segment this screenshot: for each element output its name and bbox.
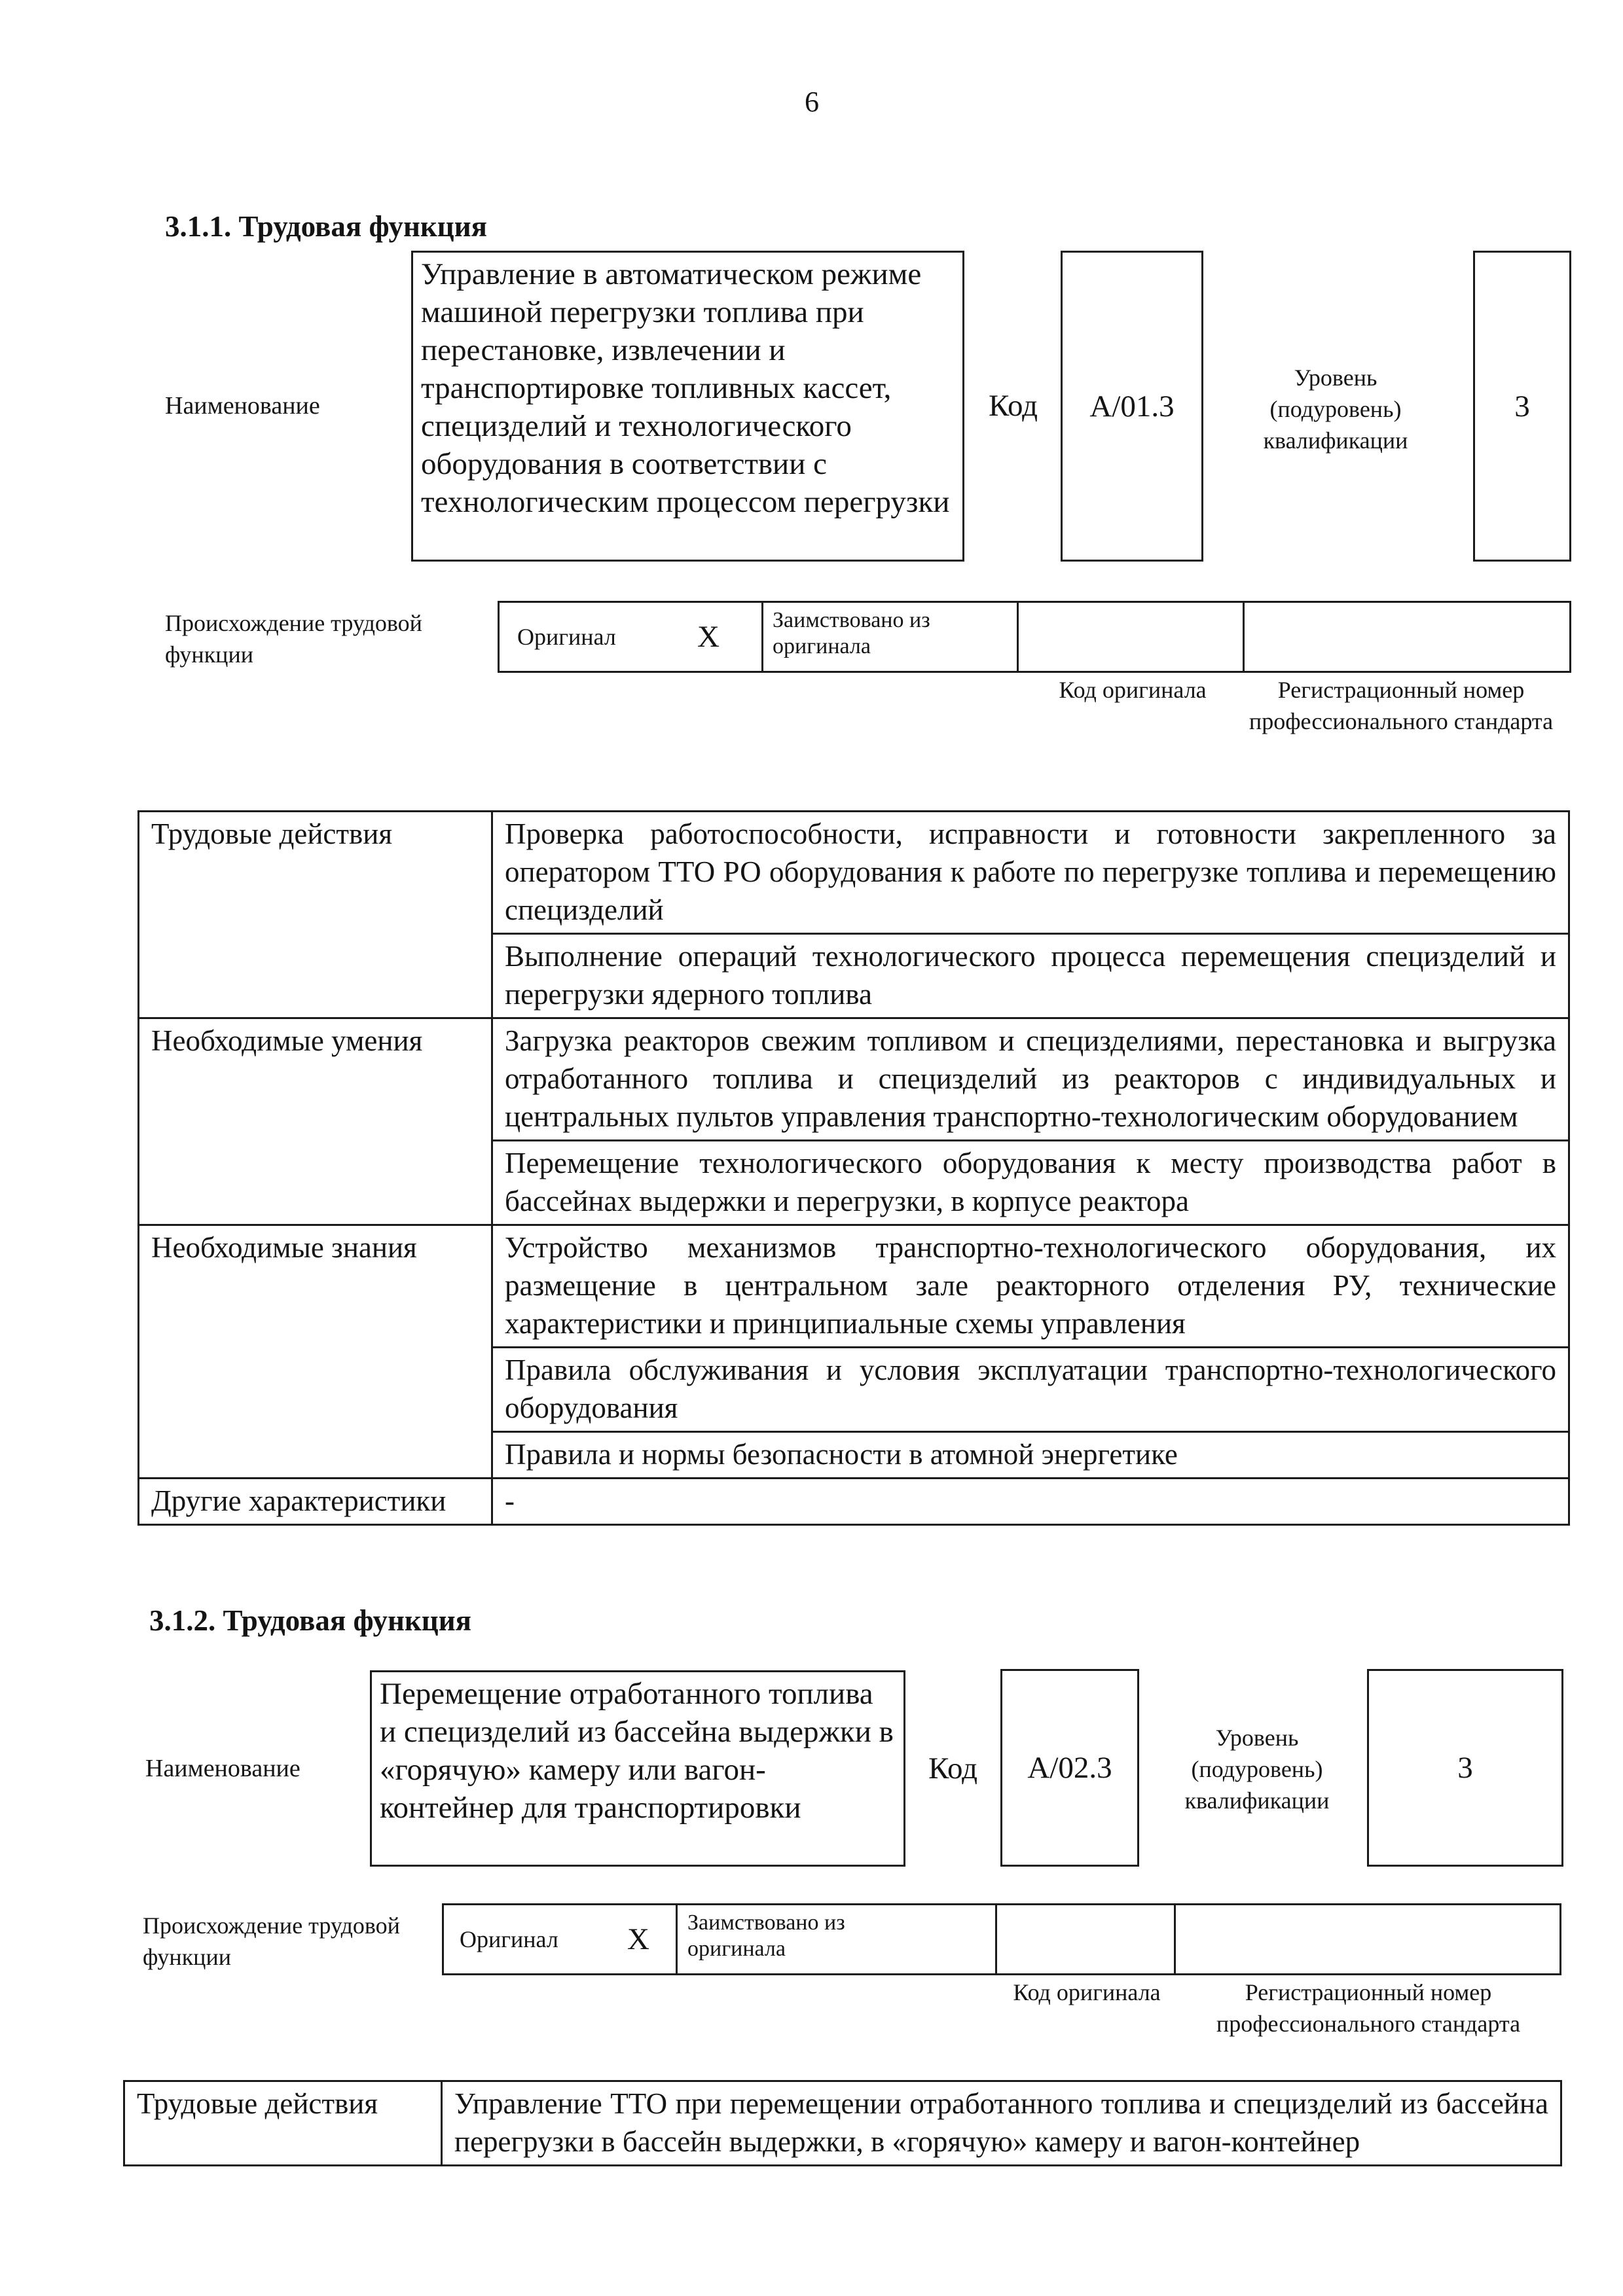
function-name-box — [370, 1670, 905, 1867]
table-row — [139, 1225, 1569, 1348]
row-item: Правила и нормы безопасности в атомной энергетике — [492, 1432, 1569, 1479]
code-value: A/02.3 — [1027, 1751, 1112, 1785]
divider — [1174, 1903, 1176, 1975]
table-row — [139, 1479, 1569, 1525]
name-label: Наименование — [165, 392, 320, 420]
code-box — [1000, 1669, 1139, 1867]
level-box — [1367, 1669, 1563, 1867]
level-value: 3 — [1514, 389, 1530, 423]
row-item: Проверка работоспособности, исправности и готовности закрепленного за оператором ТТО РО оборудования к работе по перегрузке топлива и перемещению специзделий — [492, 812, 1569, 934]
original-mark: X — [697, 620, 720, 654]
reg-number-caption: Регистрационный номер профессионального стандарта — [1216, 1979, 1521, 2037]
origin-label: Происхождение трудовой функции — [143, 1912, 400, 1970]
table-row — [139, 1018, 1569, 1141]
table-row — [124, 2081, 1561, 2166]
divider — [761, 601, 763, 673]
section-heading: 3.1.1. Трудовая функция — [165, 210, 488, 243]
borrowed-label: Заимствовано из оригинала — [687, 1910, 845, 1961]
code-box — [1061, 251, 1203, 562]
divider — [676, 1903, 678, 1975]
code-label: Код — [928, 1751, 978, 1785]
row-item: Выполнение операций технологического процесса перемещения специзделий и перегрузки ядерного топлива — [492, 934, 1569, 1018]
origin-label: Происхождение трудовой функции — [165, 610, 422, 668]
row-item: Загрузка реакторов свежим топливом и специзделиями, перестановка и выгрузка отработанного топлива и специзделий из реакторов с индивидуальных и центральных пультов управления транспортно-технологическим оборудованием — [492, 1018, 1569, 1141]
code-value: A/01.3 — [1089, 389, 1175, 423]
original-label: Оригинал — [517, 624, 616, 650]
level-label: Уровень (подуровень) квалификации — [1184, 1725, 1330, 1814]
level-value: 3 — [1457, 1751, 1473, 1785]
row-item: Перемещение технологического оборудования к месту производства работ в бассейнах выдержки и перегрузки, в корпусе реактора — [492, 1141, 1569, 1225]
row-label: Необходимые знания — [139, 1225, 492, 1479]
divider — [1017, 601, 1019, 673]
page-number: 6 — [805, 86, 819, 118]
level-box — [1473, 251, 1571, 562]
divider — [995, 1903, 997, 1975]
origin-table — [442, 1903, 1561, 1975]
row-label: Трудовые действия — [124, 2081, 442, 2166]
row-label: Другие характеристики — [139, 1479, 492, 1525]
row-item: Управление ТТО при перемещении отработанного топлива и специзделий из бассейна перегрузки в бассейн выдержки, в «горячую» камеру и вагон-контейнер — [442, 2081, 1561, 2166]
code-original-caption: Код оригинала — [1013, 1979, 1161, 2005]
row-item: - — [492, 1479, 1569, 1525]
function-name: Управление в автоматическом режиме машиной перегрузки топлива при перестановке, извлечении и транспортировке топливных кассет, специзделий и технологического оборудования в соответствии с технологическим процессом перегрузки — [421, 257, 950, 519]
divider — [1243, 601, 1245, 673]
borrowed-label: Заимствовано из оригинала — [773, 608, 930, 658]
section-heading: 3.1.2. Трудовая функция — [149, 1604, 472, 1637]
function-name: Перемещение отработанного топлива и специзделий из бассейна выдержки в «горячую» камеру или вагон-контейнер для транспортировки — [380, 1677, 894, 1825]
code-original-caption: Код оригинала — [1059, 677, 1207, 703]
row-label: Необходимые умения — [139, 1018, 492, 1225]
level-label: Уровень (подуровень) квалификации — [1263, 365, 1408, 454]
original-mark: X — [627, 1922, 649, 1956]
reg-number-caption: Регистрационный номер профессионального стандарта — [1249, 677, 1554, 734]
original-label: Оригинал — [460, 1926, 558, 1952]
code-label: Код — [989, 389, 1038, 423]
row-item: Правила обслуживания и условия эксплуатации транспортно-технологического оборудования — [492, 1348, 1569, 1432]
row-label: Трудовые действия — [139, 812, 492, 1018]
row-item: Устройство механизмов транспортно-технологического оборудования, их размещение в центральном зале реакторного отделения РУ, технические характеристики и принципиальные схемы управления — [492, 1225, 1569, 1348]
function-table — [137, 810, 1570, 1526]
name-label: Наименование — [145, 1755, 301, 1782]
table-row — [139, 812, 1569, 934]
function-name-box — [411, 251, 964, 562]
origin-table — [498, 601, 1571, 673]
function-table — [123, 2080, 1562, 2166]
